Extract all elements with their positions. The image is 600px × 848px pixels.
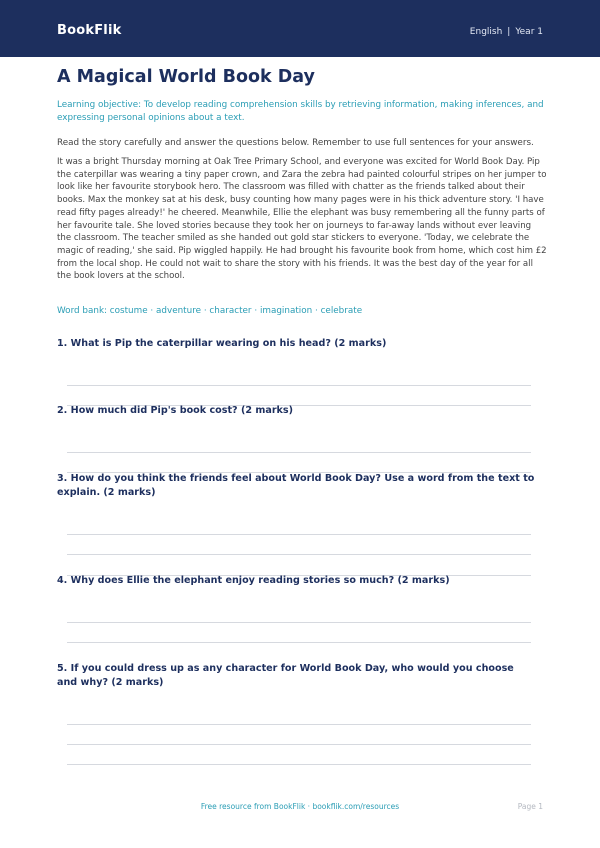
- question-3: 3. How do you think the friends feel about World Book Day? Use a word from the text to explain. (2 marks): [57, 473, 535, 498]
- answer-line[interactable]: [67, 642, 531, 643]
- question-2: 2. How much did Pip's book cost? (2 marks): [57, 405, 294, 416]
- answer-line[interactable]: [67, 724, 531, 725]
- page-header: [0, 0, 600, 57]
- worksheet-title: A Magical World Book Day: [57, 67, 315, 87]
- answer-line[interactable]: [67, 534, 531, 535]
- brand-logo-text: BookFlik: [57, 23, 122, 38]
- answer-line[interactable]: [67, 385, 531, 386]
- header-separator: |: [507, 27, 511, 37]
- question-5: 5. If you could dress up as any character for World Book Day, who would you choose and why? (2 marks): [57, 663, 514, 688]
- answer-line[interactable]: [67, 452, 531, 453]
- answer-line[interactable]: [67, 744, 531, 745]
- word-bank: Word bank: costume · adventure · character · imagination · celebrate: [57, 306, 363, 316]
- instructions: Read the story carefully and answer the questions below. Remember to use full sentences for your answers.: [57, 138, 534, 148]
- answer-line[interactable]: [67, 554, 531, 555]
- question-1: 1. What is Pip the caterpillar wearing on his head? (2 marks): [57, 338, 387, 349]
- header-meta: [470, 27, 543, 37]
- answer-line[interactable]: [67, 622, 531, 623]
- subject-label: English: [469, 27, 503, 37]
- year-label: Year 1: [515, 27, 543, 37]
- page-footer: [0, 802, 600, 816]
- page-number: Page 1: [517, 802, 543, 811]
- learning-objective: Learning objective: To develop reading comprehension skills by retrieving information, making inferences, and expressing personal opinions about a text.: [57, 100, 544, 123]
- answer-line[interactable]: [67, 764, 531, 765]
- footer-resource-link[interactable]: Free resource from BookFlik · bookflik.com/resources: [200, 802, 400, 811]
- story-text: It was a bright Thursday morning at Oak Tree Primary School, and everyone was excited for World Book Day. Pip the caterpillar was wearing a tiny paper crown, and Zara the zebra had painted colourful stripes on her jumper to look like her favourite storybook hero. The classroom was filled with chatter as the friends talked about their books. Max the monkey sat at his desk, busy counting how many pages were in his thick adventure story. 'I have read fifty pages already!' he cheered. Meanwhile, Ellie the elephant was busy remembering all the funny parts of her favourite tale. She loved stories because they took her on journeys to far-away lands without ever leaving the classroom. The teacher smiled as she handed out gold star stickers to everyone. 'Today, we celebrate the magic of reading,' she said. Pip wiggled happily. He had brought his favourite book from home, which cost him £2 from the local shop. He could not wait to share the story with his friends. It was the best day of the year for all the book lovers at the school.: [57, 157, 547, 282]
- question-4: 4. Why does Ellie the elephant enjoy reading stories so much? (2 marks): [57, 575, 450, 586]
